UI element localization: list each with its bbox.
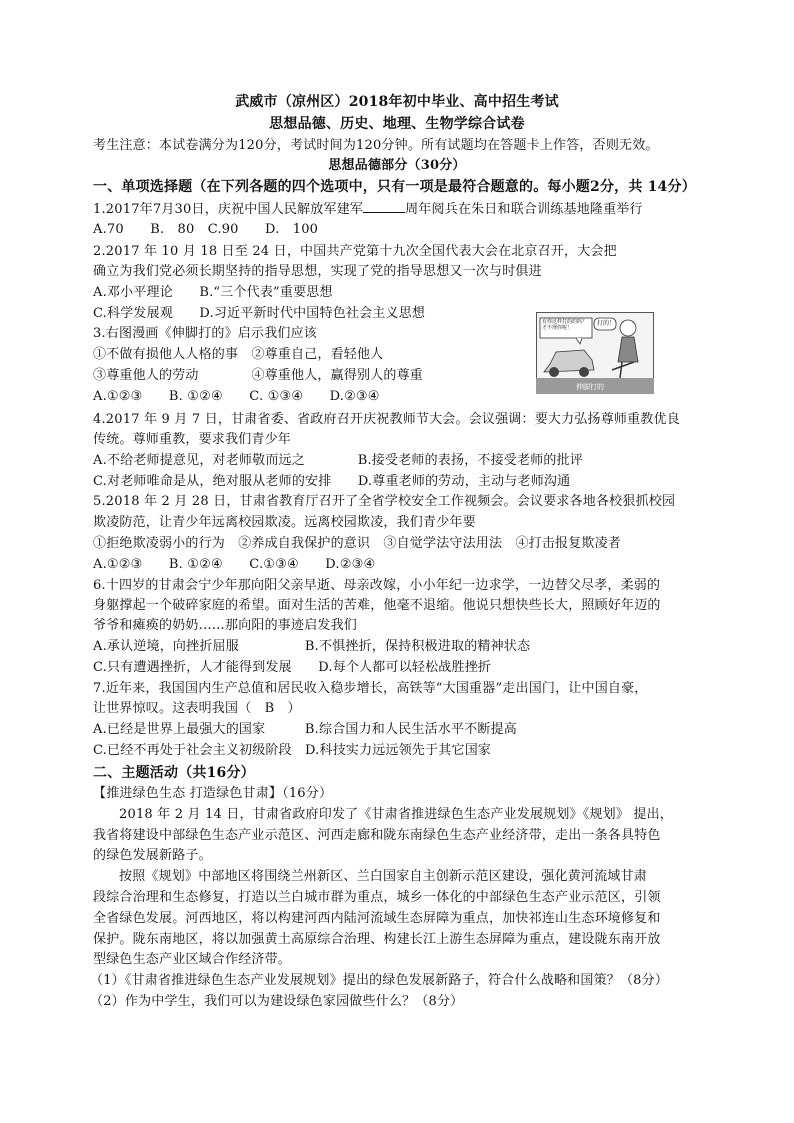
- q2-options-ab: A.邓小平理论 B.“三个代表”重要思想: [93, 285, 333, 300]
- section2-sub2: （2）作为中学生，我们可以为建设绿色家园做些什么？（8分）: [90, 994, 464, 1009]
- comic-caption: 伸脚打的: [576, 383, 604, 391]
- q4-options-ab: A.不给老师提意见，对老师敬而远之 B.接受老师的表扬，不接受老师的批评: [93, 453, 584, 468]
- section2-p2-line3: 全省绿色发展。河西地区，将以构建河西内陆河流域生态屏障为重点，加快祁连山生态环境修复和: [93, 911, 661, 926]
- section2-p1-line1: 2018 年 2 月 14 日，甘肃省政府印发了《甘肃省推进绿色生态产业发展规划》《规划》 提出，: [119, 807, 673, 822]
- q5-options: A.①②③ B. ①②④ C.①③④ D.②③④: [93, 557, 376, 572]
- q7-options-cd: C.已经不再处于社会主义初级阶段 D.科技实力远远领先于其它国家: [93, 743, 492, 758]
- q7-line2: 让世界惊叹。这表明我国（ B ）: [93, 701, 301, 716]
- comic-bubble-right: 打的！: [596, 320, 615, 327]
- section2-sub1: （1）《甘肃省推进绿色生态产业发展规划》提出的绿色发展新路子，符合什么战略和国策？（8分）: [90, 973, 669, 988]
- q6-options-cd: C.只有遭遇挫折，人才能得到发展 D.每个人都可以轻松战胜挫折: [93, 660, 492, 675]
- q2-options-cd: C.科学发展观 D.习近平新时代中国特色社会主义思想: [93, 306, 426, 321]
- notice: 考生注意：本试卷满分为120分，考试时间为120分钟。所有试题均在答题卡上作答，否则无效。: [93, 138, 659, 153]
- q1-blank: [363, 200, 405, 213]
- section2-p2-line1: 按照《规划》中部地区将围绕兰州新区、兰白国家自主创新示范区建设，强化黄河流域甘肃: [119, 869, 648, 884]
- q5-line1: 5.2018 年 2 月 28 日，甘肃省教育厅召开了全省学校安全工作视频会。会议要求各地各校狠抓校园: [93, 494, 676, 509]
- q3-items-34: ③尊重他人的劳动 ④尊重他人，赢得别人的尊重: [93, 368, 424, 383]
- q3-options: A.①②③ B. ①②④ C. ①③④ D.②③④: [93, 389, 380, 404]
- q6-options-ab: A.承认逆境，向挫折屈服 B.不惧挫折，保持积极进取的精神状态: [93, 639, 531, 654]
- q1-stem: [93, 200, 643, 219]
- q4-line1: 4.2017 年 9 月 7 日，甘肃省委、省政府召开庆祝教师节大会。会议强调：要大力弘扬尊师重教优良: [93, 412, 680, 427]
- q1-stem-b: 周年阅兵在朱日和联合训练基地隆重举行: [405, 202, 643, 217]
- q1-options: A.70 B. 80 C.90 D. 100: [93, 222, 319, 237]
- q4-options-cd: C.对老师唯命是从，绝对服从老师的安排 D.尊重老师的劳动，主动与老师沟通: [93, 474, 571, 489]
- section2-title: 二、主题活动（共16分）: [93, 765, 255, 781]
- section1-title: 一、单项选择题（在下列各题的四个选项中，只有一项是最符合题意的。每小题2分，共 14分）: [93, 179, 696, 195]
- q2-line2: 确立为我们党必须长期坚持的指导思想，实现了党的指导思想又一次与时俱进: [93, 264, 542, 279]
- part-title: 思想品德部分（30分）: [328, 158, 466, 173]
- q5-line2: 欺凌防范，让青少年远离校园欺凌。远离校园欺凌，我们青少年要: [93, 515, 476, 530]
- q3-items-12: ①不做有损他人人格的事 ②尊重自己，看轻他人: [93, 347, 384, 362]
- exam-subtitle: 思想品德、历史、地理、生物学综合试卷: [269, 116, 525, 132]
- comic-bubble-left: 有你这样打的的吗？才不理你呢！: [542, 319, 588, 331]
- q5-items: ①拒绝欺凌弱小的行为 ②养成自我保护的意识 ③自觉学法守法用法 ④打击报复欺凌者: [93, 536, 622, 551]
- section2-p2-line2: 段综合治理和生态修复，打造以兰白城市群为重点，城乡一体化的中部绿色生态产业示范区，引领: [93, 890, 661, 905]
- q7-line1: 7.近年来，我国国内生产总值和居民收入稳步增长，高铁等“大国重器”走出国门，让中国自豪，: [93, 681, 648, 696]
- q6-line2: 身躯撑起一个破碎家庭的希望。面对生活的苦难，他毫不退缩。他说只想快些长大，照顾好年迈的: [93, 598, 661, 613]
- q4-line2: 传统。尊师重教，要求我们青少年: [93, 432, 292, 447]
- exam-title: 武威市（凉州区）2018年初中毕业、高中招生考试: [235, 94, 559, 110]
- section2-p2-line5: 型绿色生态产业区域合作经济带。: [93, 952, 292, 967]
- q1-stem-a: 1.2017年7月30日，庆祝中国人民解放军建军: [93, 202, 364, 217]
- section2-p1-line3: 的绿色发展新路子。: [93, 848, 212, 863]
- comic-image: [536, 312, 654, 394]
- section2-p1-line2: 我省将建设中部绿色生态产业示范区、河西走廊和陇东南绿色生态产业经济带，走出一条各具特色: [93, 828, 661, 843]
- section2-p2-line4: 保护。陇东南地区，将以加强黄土高原综合治理、构建长江上游生态屏障为重点，建设陇东南开放: [93, 932, 661, 947]
- q7-options-ab: A.已经是世界上最强大的国家 B.综合国力和人民生活水平不断提高: [93, 722, 518, 737]
- section2-theme: 【推进绿色生态 打造绿色甘肃】（16分）: [93, 786, 333, 801]
- q2-line1: 2.2017 年 10 月 18 日至 24 日，中国共产党第十九次全国代表大会在北京召开，大会把: [93, 244, 617, 259]
- q6-line1: 6.十四岁的甘肃会宁少年那向阳父亲早逝、母亲改嫁，小小年纪一边求学，一边替父尽孝，柔弱的: [93, 578, 661, 593]
- q6-line3: 爷爷和瘫痪的奶奶……那向阳的事迹启发我们: [93, 618, 358, 633]
- q3-stem: 3.右图漫画《伸脚打的》启示我们应该: [93, 326, 318, 341]
